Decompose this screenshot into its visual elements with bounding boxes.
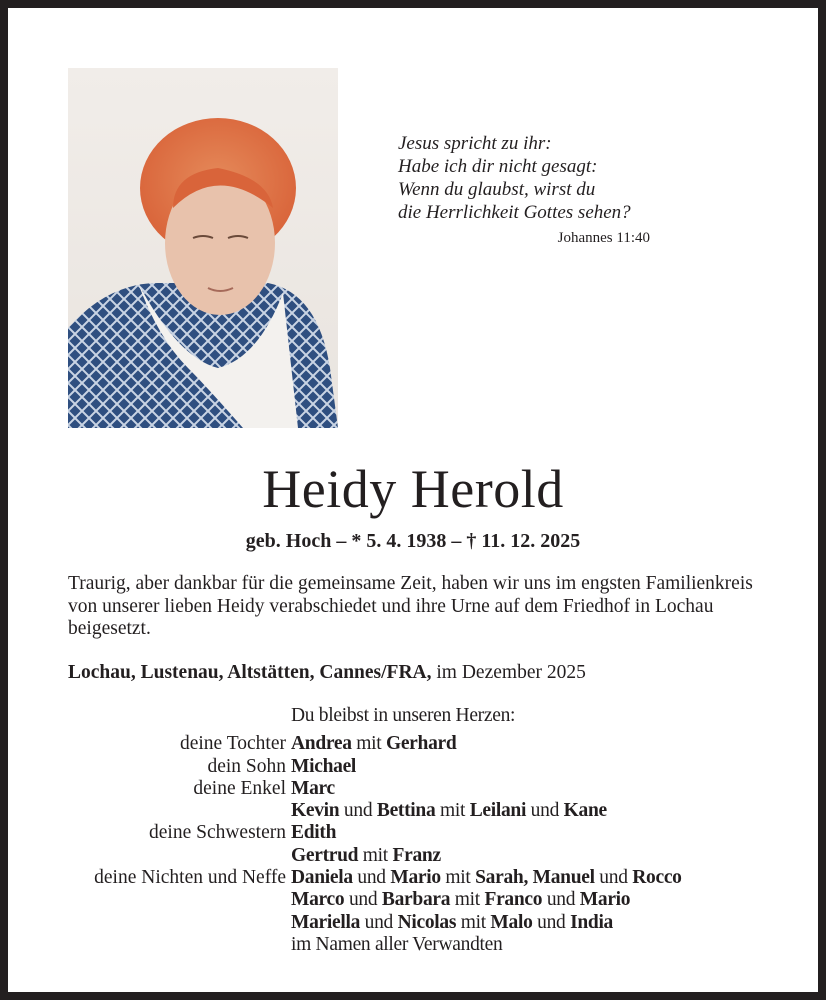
family-row (0, 889, 826, 911)
relatives-names (291, 867, 682, 889)
family-row (0, 912, 826, 934)
obituary-message: Traurig, aber dankbar für die gemeinsame Zeit, haben wir uns im engsten Familienkreis von unserer lieben Heidy verabschiedet und ihre Urne auf dem Friedhof in Lochau beigesetzt. (68, 573, 753, 639)
relatives-names (291, 934, 502, 956)
relative-name: Sarah, Manuel (475, 867, 595, 889)
connector-text: und (352, 867, 391, 889)
relatives-names (291, 733, 456, 755)
family-row (0, 822, 826, 844)
date: im Dezember 2025 (431, 662, 586, 683)
connector-text: und (542, 889, 580, 911)
family-row (0, 934, 826, 956)
relatives-names (291, 822, 336, 844)
relative-name: Leilani (469, 800, 527, 822)
connector-text: im Namen aller Verwandten (291, 933, 503, 955)
relation-label: deine Enkel (193, 777, 286, 799)
relatives-names (291, 889, 630, 911)
relative-name: Malo (490, 911, 533, 933)
relative-name: Gertrud (291, 844, 359, 866)
relative-name: Barbara (381, 889, 451, 911)
family-row (0, 778, 826, 800)
relative-name: Mariella (291, 911, 361, 933)
relative-name: Bettina (376, 800, 436, 822)
deceased-name: Heidy Herold (262, 459, 564, 519)
relative-name: Mario (579, 889, 631, 911)
relation-label (0, 889, 291, 911)
connector-text: und (594, 867, 633, 889)
connector-text: und (532, 911, 571, 933)
relative-name: Kevin (291, 800, 340, 822)
family-row (0, 845, 826, 867)
relatives-names (291, 778, 335, 800)
relatives-names (291, 912, 613, 934)
connector-text: mit (456, 911, 491, 933)
relative-name: Nicolas (397, 911, 457, 933)
relative-name: Marco (291, 889, 345, 911)
family-row (0, 867, 826, 889)
family-row (0, 800, 826, 822)
relation-label: deine Nichten und Neffe (94, 867, 286, 889)
connector-text: und (526, 800, 564, 822)
relation-label (0, 845, 291, 867)
relative-name: Edith (291, 822, 337, 844)
relative-name: Daniela (291, 867, 353, 889)
quote-line: Wenn du glaubst, wirst du (398, 179, 596, 200)
relative-name: Gerhard (385, 733, 457, 755)
relative-name: Andrea (291, 733, 352, 755)
relation-label (0, 800, 291, 822)
connector-text: mit (358, 844, 393, 866)
relative-name: Franco (484, 889, 543, 911)
connector-text: und (344, 889, 382, 911)
relatives-names (291, 845, 441, 867)
relation-label: deine Schwestern (149, 822, 286, 844)
relatives-names (291, 800, 607, 822)
relatives-names (291, 756, 356, 778)
connector-text: mit (450, 889, 485, 911)
connector-text: mit (440, 867, 476, 889)
family-row (0, 733, 826, 755)
quote-line: Jesus spricht zu ihr: (398, 133, 552, 154)
relative-name: Kane (563, 800, 607, 822)
relation-label: dein Sohn (207, 755, 286, 777)
relative-name: Mario (390, 867, 441, 889)
relative-name: Marc (291, 777, 335, 799)
places-date (68, 662, 586, 684)
relative-name: Franz (392, 844, 441, 866)
relative-name: India (570, 911, 614, 933)
places: Lochau, Lustenau, Altstätten, Cannes/FRA, (68, 662, 432, 683)
family-row (0, 756, 826, 778)
quote-line: Habe ich dir nicht gesagt: (398, 156, 598, 177)
relative-name: Rocco (632, 867, 682, 889)
bible-quote (398, 132, 650, 247)
relation-label (0, 912, 291, 934)
relative-name: Michael (291, 755, 357, 777)
connector-text: mit (435, 800, 470, 822)
family-list (0, 705, 826, 956)
quote-reference: Johannes 11:40 (557, 230, 650, 246)
connector-text: und (339, 800, 377, 822)
connector-text: mit (351, 733, 386, 755)
family-intro: Du bleibst in unseren Herzen: (291, 705, 516, 726)
quote-line: die Herrlichkeit Gottes sehen? (398, 202, 631, 223)
birth-death-details: geb. Hoch – * 5. 4. 1938 – † 11. 12. 2025 (245, 530, 581, 552)
connector-text: und (360, 911, 398, 933)
relation-label: deine Tochter (179, 733, 286, 755)
portrait-photo (68, 68, 338, 428)
relation-label (0, 934, 291, 956)
